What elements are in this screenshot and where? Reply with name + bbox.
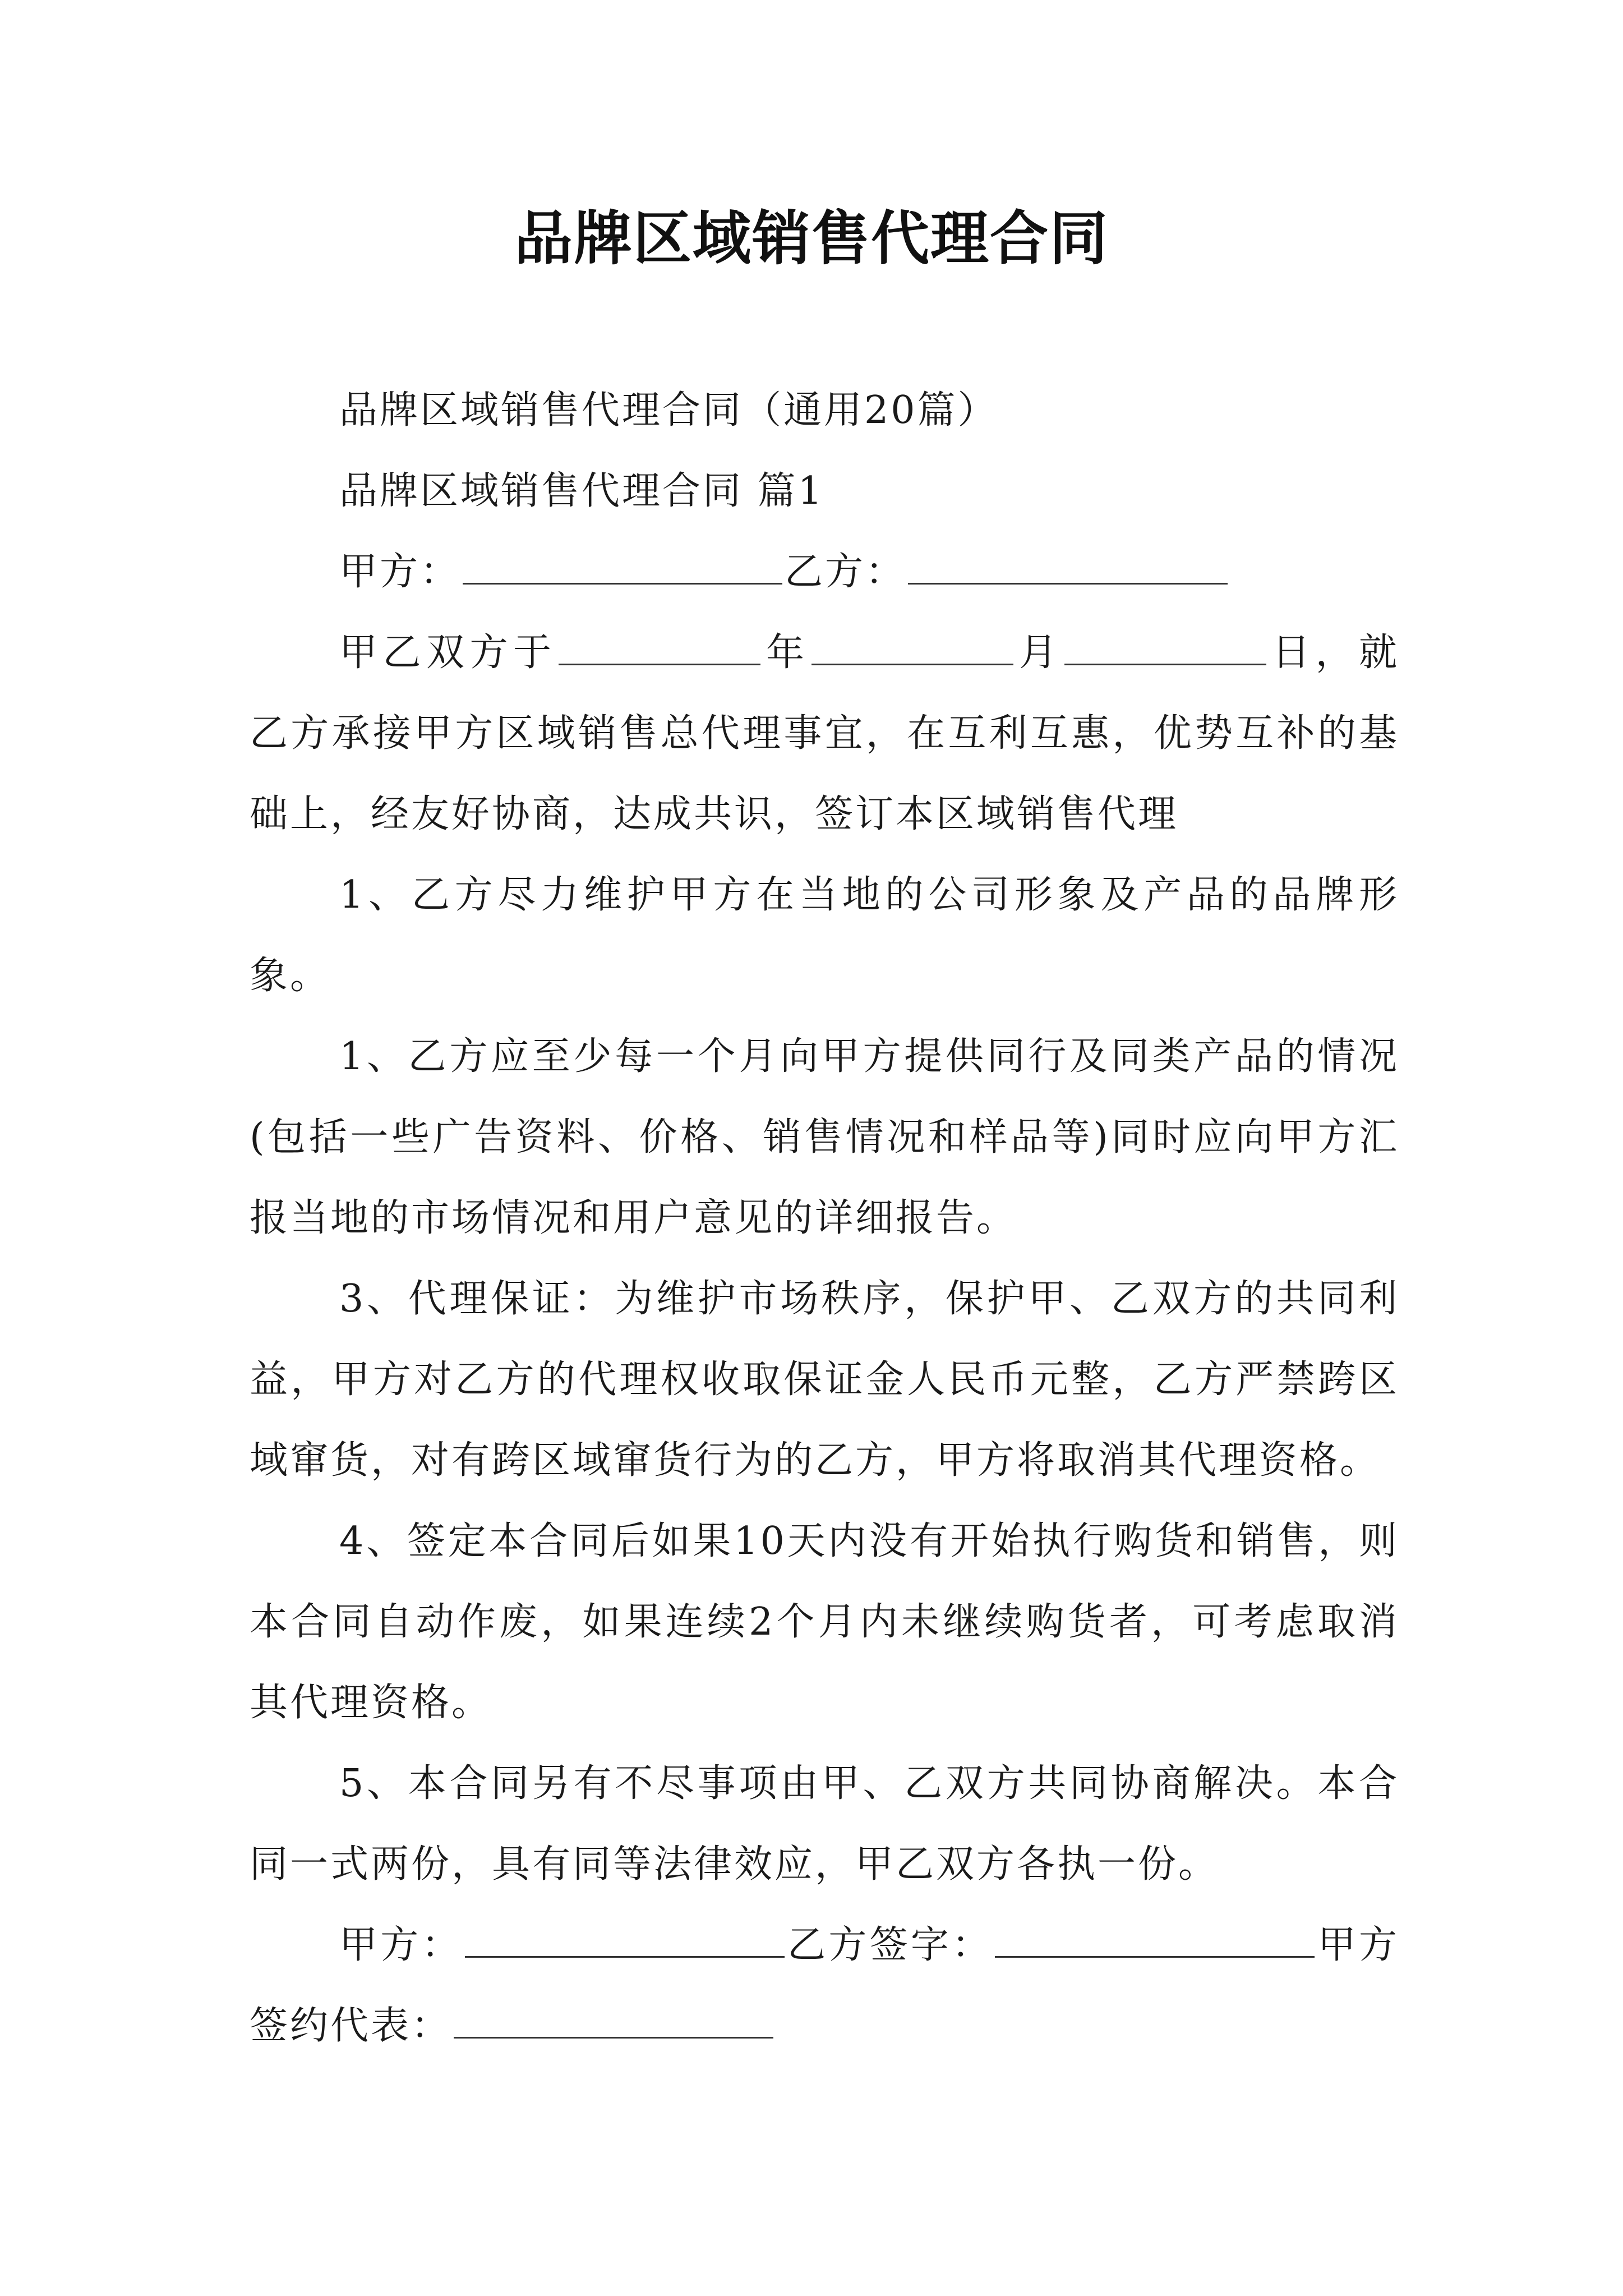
chapter-heading: 品牌区域销售代理合同 篇1 (339, 469, 824, 513)
subtitle: 品牌区域销售代理合同（通用20篇） (339, 388, 998, 432)
sign-party-b-label: 乙方签字： (786, 1923, 993, 1967)
sign-party-a-rep-blank (454, 2004, 773, 2039)
day-blank (1064, 631, 1266, 665)
intro-paragraph (250, 613, 1399, 855)
month-blank (811, 631, 1013, 665)
parties-line (250, 532, 1399, 613)
party-b-label: 乙方： (785, 550, 906, 594)
year-blank (559, 631, 760, 665)
year-label: 年 (763, 631, 810, 675)
clause-paragraph: 1、乙方应至少每一个月向甲方提供同行及同类产品的情况(包括一些广告资料、价格、销售情况和样品等)同时应向甲方汇报当地的市场情况和用户意见的详细报告。 (250, 1034, 1399, 1240)
sign-party-a-rep-label: 甲方签约代表： (250, 1923, 1399, 2048)
intro-prefix: 甲乙双方于 (339, 631, 557, 675)
party-b-blank (908, 550, 1228, 585)
clause-paragraph: 4、签定本合同后如果10天内没有开始执行购货和销售，则本合同自动作废，如果连续2个月内未继续购货者，可考虑取消其代理资格。 (250, 1519, 1399, 1725)
party-a-blank (463, 550, 782, 585)
document-body (250, 370, 1399, 2067)
signature-paragraph (250, 1905, 1399, 2067)
clause-paragraph: 5、本合同另有不尽事项由甲、乙双方共同协商解决。本合同一式两份，具有同等法律效应，甲乙双方各执一份。 (250, 1761, 1399, 1887)
clause-paragraph: 3、代理保证：为维护市场秩序，保护甲、乙双方的共同利益，甲方对乙方的代理权收取保证金人民币元整，乙方严禁跨区域窜货，对有跨区域窜货行为的乙方，甲方将取消其代理资格。 (250, 1277, 1399, 1483)
clause-paragraph: 1、乙方尽力维护甲方在当地的公司形象及产品的品牌形象。 (250, 873, 1399, 998)
intro-text: 日，就乙方承接甲方区域销售总代理事宜，在互利互惠，优势互补的基础上，经友好协商，达成共识，签订本区域销售代理 (250, 631, 1399, 836)
party-a-label: 甲方： (339, 550, 461, 594)
sign-party-b-blank (995, 1924, 1315, 1958)
sign-party-a-label: 甲方： (339, 1923, 463, 1967)
sign-party-a-blank (465, 1924, 785, 1958)
document-title: 品牌区域销售代理合同 (514, 204, 1109, 273)
month-label: 月 (1016, 631, 1063, 675)
